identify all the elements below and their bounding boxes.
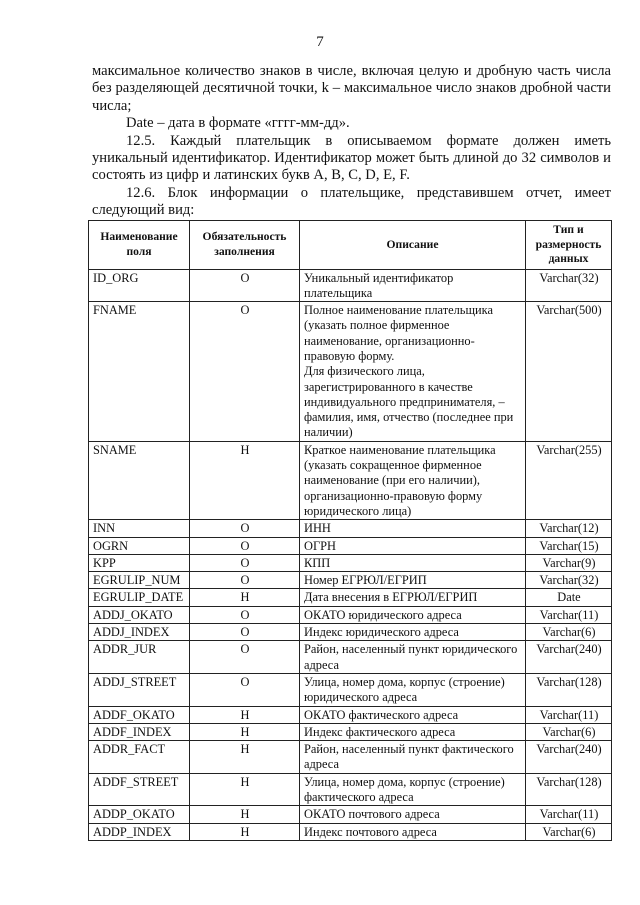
field-name-cell: OGRN (89, 537, 190, 554)
paragraph: Date – дата в формате «гггг-мм-дд». (126, 115, 350, 132)
data-type-cell: Varchar(11) (526, 806, 612, 823)
required-cell: О (190, 302, 300, 442)
required-cell: О (190, 520, 300, 537)
required-cell: О (190, 537, 300, 554)
required-cell: О (190, 572, 300, 589)
data-type-cell: Varchar(32) (526, 572, 612, 589)
required-cell: О (190, 269, 300, 302)
table-row (89, 641, 612, 674)
table-row (89, 606, 612, 623)
field-name-cell: ID_ORG (89, 269, 190, 302)
required-cell: Н (190, 589, 300, 606)
description-cell: ОКАТО фактического адреса (300, 706, 526, 723)
table-row (89, 673, 612, 706)
body-text (92, 63, 611, 220)
required-cell: О (190, 606, 300, 623)
required-cell: Н (190, 706, 300, 723)
table-row (89, 706, 612, 723)
required-cell: О (190, 554, 300, 571)
field-name-cell: EGRULIP_NUM (89, 572, 190, 589)
description-cell: ОКАТО юридического адреса (300, 606, 526, 623)
field-name-cell: ADDJ_INDEX (89, 624, 190, 641)
data-type-cell: Varchar(128) (526, 773, 612, 806)
table-body (89, 269, 612, 840)
table-row (89, 302, 612, 442)
data-type-cell: Varchar(6) (526, 624, 612, 641)
required-cell: Н (190, 741, 300, 774)
required-cell: Н (190, 723, 300, 740)
field-name-cell: ADDP_OKATO (89, 806, 190, 823)
table-row (89, 269, 612, 302)
field-name-cell: INN (89, 520, 190, 537)
field-name-cell: FNAME (89, 302, 190, 442)
table-row (89, 624, 612, 641)
table-row (89, 441, 612, 519)
data-type-cell: Varchar(6) (526, 723, 612, 740)
field-name-cell: ADDF_OKATO (89, 706, 190, 723)
data-type-cell: Varchar(6) (526, 823, 612, 840)
data-type-cell: Varchar(500) (526, 302, 612, 442)
header-required: Обязательность заполнения (190, 221, 300, 270)
table-row (89, 806, 612, 823)
description-cell: Индекс фактического адреса (300, 723, 526, 740)
table-row (89, 823, 612, 840)
description-cell: Улица, номер дома, корпус (строение) фактического адреса (300, 773, 526, 806)
description-cell: Дата внесения в ЕГРЮЛ/ЕГРИП (300, 589, 526, 606)
field-name-cell: ADDF_STREET (89, 773, 190, 806)
data-type-cell: Varchar(9) (526, 554, 612, 571)
header-name: Наименование поля (89, 221, 190, 270)
description-cell: Район, населенный пункт фактического адреса (300, 741, 526, 774)
table-row (89, 773, 612, 806)
description-cell: Полное наименование плательщика (указать полное фирменное наименование, организационно-правовую форму. Для физического лица, зарегистрированного в качестве индивидуального предпринимателя, – фамилия, имя, отчество (последнее при наличии) (300, 302, 526, 442)
field-name-cell: EGRULIP_DATE (89, 589, 190, 606)
paragraph: 12.6. Блок информации о плательщике, представившем отчет, имеет следующий вид: (92, 184, 611, 219)
paragraph: максимальное количество знаков в числе, включая целую и дробную часть числа без разделяющей десятичной точки, k – максимальное число знаков дробной части числа; (92, 63, 611, 114)
header-type: Тип и размерность данных (526, 221, 612, 270)
data-type-cell: Varchar(11) (526, 606, 612, 623)
required-cell: Н (190, 773, 300, 806)
description-cell: Краткое наименование плательщика (указать сокращенное фирменное наименование (при его наличии), организационно-правовую форму юридического лица) (300, 441, 526, 519)
data-type-cell: Varchar(11) (526, 706, 612, 723)
description-cell: Номер ЕГРЮЛ/ЕГРИП (300, 572, 526, 589)
paragraph: 12.5. Каждый плательщик в описываемом формате должен иметь уникальный идентификатор. Идентификатор может быть длиной до 32 символов и состоять из цифр и латинских букв A, B, C, D, E, F. (92, 132, 611, 184)
field-name-cell: SNAME (89, 441, 190, 519)
required-cell: О (190, 673, 300, 706)
field-name-cell: ADDF_INDEX (89, 723, 190, 740)
table-row (89, 589, 612, 606)
table-row (89, 741, 612, 774)
required-cell: Н (190, 441, 300, 519)
description-cell: Район, населенный пункт юридического адреса (300, 641, 526, 674)
data-type-cell: Date (526, 589, 612, 606)
table-header-row (89, 221, 612, 270)
description-cell: ОКАТО почтового адреса (300, 806, 526, 823)
table-row (89, 520, 612, 537)
required-cell: Н (190, 823, 300, 840)
data-type-cell: Varchar(240) (526, 641, 612, 674)
field-name-cell: ADDR_FACT (89, 741, 190, 774)
description-cell: Улица, номер дома, корпус (строение) юридического адреса (300, 673, 526, 706)
description-cell: ОГРН (300, 537, 526, 554)
description-cell: Индекс юридического адреса (300, 624, 526, 641)
header-description: Описание (300, 221, 526, 270)
table-row (89, 537, 612, 554)
table-row (89, 572, 612, 589)
field-name-cell: ADDJ_STREET (89, 673, 190, 706)
required-cell: О (190, 624, 300, 641)
required-cell: О (190, 641, 300, 674)
data-type-cell: Varchar(12) (526, 520, 612, 537)
data-type-cell: Varchar(255) (526, 441, 612, 519)
description-cell: Уникальный идентификатор плательщика (300, 269, 526, 302)
data-type-cell: Varchar(15) (526, 537, 612, 554)
description-cell: ИНН (300, 520, 526, 537)
data-type-cell: Varchar(128) (526, 673, 612, 706)
required-cell: Н (190, 806, 300, 823)
field-name-cell: ADDJ_OKATO (89, 606, 190, 623)
field-name-cell: ADDP_INDEX (89, 823, 190, 840)
page-number: 7 (316, 34, 324, 50)
description-cell: Индекс почтового адреса (300, 823, 526, 840)
table-row (89, 554, 612, 571)
data-type-cell: Varchar(32) (526, 269, 612, 302)
table-row (89, 723, 612, 740)
description-cell: КПП (300, 554, 526, 571)
field-name-cell: KPP (89, 554, 190, 571)
field-name-cell: ADDR_JUR (89, 641, 190, 674)
payer-fields-table (88, 220, 612, 841)
data-type-cell: Varchar(240) (526, 741, 612, 774)
